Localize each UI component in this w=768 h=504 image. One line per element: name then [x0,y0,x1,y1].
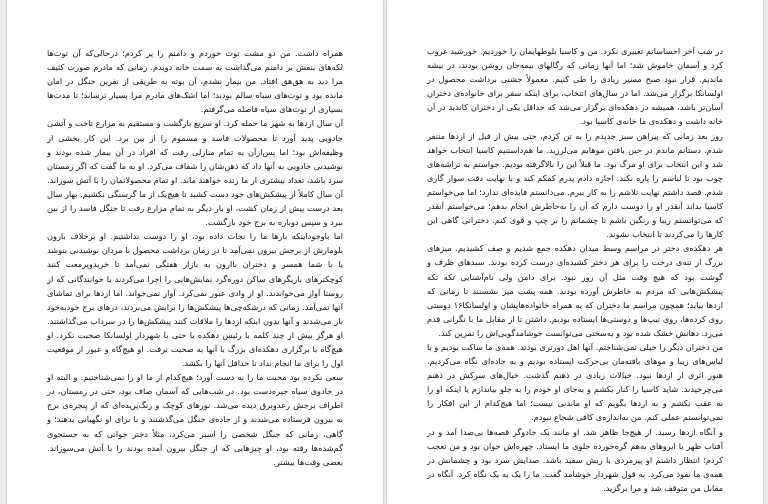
paragraph: اما باوجوداینکه بارها ما را نجات داده بود، او را دوست نداشتیم. او برخلاف بارون بلومارش از برجش بیرون نمی‌آمد تا در زمان برداشت محصول با مردان نوشیدنی بنوشد یا با شما همسر و دختران باارون به بازار هفتگی نمی‌آمد تا خریدوپرمعت کنند کوچکترهای بازیگرهای ساکن دوره‌گرد نمایش‌هایی را اجرا می‌کردند یا خوانندگانی که از روستا آواز می‌خواندند. او از وادی عبور نمی‌کرد. آواز نمی‌خواند. اما ازدها برای تماشای آنها نمی‌آمد. زمانی که درشکه‌چی‌ها پیشکش‌ها را برایش می‌بردند، درهای برج خودبه‌خود باز می‌شدند و آنها بدون اینکه ازدها را ملاقات کنند پیشکش‌ها را در سرداب می‌گذاشتند. او هرگز بیش از چند کلمه با رئیس دهکده یا حتی با شهردار اولسانکا صحبت نکرد. او هیچ‌گاه با برگزاری دهکده‌ای بزرگ با آنها به صحبت نرفت. او هیچ‌گاه و عبور از موقعیت اول را برای ما انجام نداد تا حداقل آنها را بکشد. [47,231,343,369]
book-page-left [7,0,383,504]
paragraph: و آنگاه ازدها رسید. از هیچ‌جا ظاهر شد. او مانند یک جادوگر قصه‌ها بی‌صدا آمد و در آفتاب ظهر با ابروهای به‌هم گره‌خورده جلوی ما ایستاد. چهره‌اش جوان بود و من تعجب کردم؛ انتظار داشتم او پیرمردی با ریش سفید باشد. صدایش سرد بود و چشمانش در همه‌ی ما نفوذ می‌کرد. به قول شهردار خوشامد گفت. ما را یک به یک نگاه کرد. آنگاه در مقابل من متوقف شد و مرا برگزید. [427,426,723,493]
paragraph: در شب آخر احساساتم تغییری نکرد. من و کاسیا بلوطهایمان را خوردیم. خورشید غروب کرد و آسمان خاموش شد؛ اما آنها زمانی که رگالهای بیمه‌جان روشن بودند، در بیشه ماندیم. قرار نبود صبح مسیر زیادی را طی کنیم. معمولاً جشنی برداشت محصول در اولسانکا برگزار می‌شد. اما در سال‌های انتخاب، برای اینکه سفر برای خانواده‌ی دختران آسان‌تر باشد، همیشه در دهکده‌ای برگزار می‌شد که حداقل یکی از دختران کاندید در آن خانه داشت و دهکده‌ی ما خانه‌ی کاسیا بود. [427,46,723,127]
paragraph: روز بعد زمانی که پیراهن سبز جدیدم را به تن کردم، حتی بیش از قبل از ازدها متنفر شدم. دستانم ماندم در حین بافتن موهایم می‌لرزید. ما هم‌داستنیم کاسیا انتخاب خواهد شد و این انتخاب برای او مرگ بود. ما قبلاً این را بالاگرفته بودیم. جواستم به تراشه‌های چوب بود تا لباسم را پاره نکند. اجازه دادم پدرم کمکم کند و با نهایت دقت سوار گاری شدم. قصد داشتم نهایت تلاشم را به کار ببرم. می‌دانستم فایده‌ای ندارد؛ اما می‌خواستم کاسیا بداند آنقدر او را دوست دارم که آن را به‌خاطرش انجام بدهم؛ می‌خواستم آنقدر که می‌توانستم زیبا و رنگین باشم تا چشمانم را بر چپ و قوی کنم. دخترانی گاهی این کارها را می‌کردند تا انتخاب نشوند. [427,130,723,240]
paragraph: همراه داشت. من دو مشت توت خوردم و دامنم را پر کردم؛ درحالی‌که آن توت‌ها لکه‌های بنفش بر دامنم می‌گذاشت به سمت خانه دویدم. زمانی که مادرم صورت کثیف مرا دید به هق‌هق افتاد. من بیمار نشدم، آن بوته به طریقی از نفرین جنگل در امان مانده بود و توت‌های سیاه سالم بودند؛ اما اشک‌های مادرم مرا بسیار ترساند؛ تا مدت‌ها بسیاری از توت‌های سیاه فاصله می‌گرفتم. [47,48,343,115]
paragraph: هر دهکده‌ی دختر در مراسم وسط میدان دهکده جمع شدیم و صف کشیدیم. میزهای بزرگ از تنه‌ی درخت را برای هر دختر کشیده‌ای درست کرده بودند. سبدهای ظرف و گوشت بود که هیچ وقت مثل آن روز نبود. برای دامن ولی نام‌آشنایی تکه تکه پیشکش‌هایی که مردم به خاطرش آورده بودند. همه پشت میز نشستند تا زمانی که ازدها بیاید؛ همچون مراسم ما دختران که به همراه خانواده‌هایشان و اولسانکا۱۶ دوستی روی کرده‌ها، روی تیپ‌ها و دوستی‌ها ایستاده بودیم. داشتن تا از مقابل ما با نگرانی قدم می‌زد. دهانش خشک شده بود و به‌سختی می‌توانست خوشامدگویی‌اش را تمرین کند. [427,243,723,338]
book-page-right [387,0,763,504]
page-text-body [427,44,723,493]
paragraph: سعی نکرده بود محبت ما را به دست آورد؛ هیچ‌کدام از ما او را نمی‌شناختیم. و البته او در جادوی سیاه جیره‌دست بود. در شب‌هایی که آسمان صاف بود، حتی در زمستان، در اطراف برجش رعدوبرق دیده می‌شد. نورهای کوچک و رنگ‌پریده‌ای که از پنجره‌ی برج به بیرون فرستاده می‌شدند و از جاده‌ی جنگل می‌گذشتند و با برای او نگهبانی بدهند؛ و گاهی، زمانی که جنگل شخصی را اسیر می‌کرد، مثلاً دختر جوانی که به جستجوی گم‌شده‌ها رفته بود، او چیزهایی که از جنگل بیرون آمده بودند را با آتش می‌سوزاند. بعضی وقت‌ها بیشتر. [47,372,343,467]
paragraph: آن سال ازدها به شهر ما حمله کرد. او سریع بازگشت و مستقیم به مزارع تاخت و آتشی جادویی پدید آورد تا محصولات فاسد و مسموم را از بین برد. این کار بخشی از وظیفه‌اش بود؛ اما پس‌ازآن به تمام منازلی رفت که افراد در آن بیمار شده بودند و نوشیدنی جادویی به آنها داد که ذهن‌شان را شفاف می‌کرد. او به ما گفت که اگر زمستان سرد باشد، تعداد بیشتری از ما زنده خواهند ماند. او تمام محصولاتمان را با آتش سوزاند. آن سال کاملاً از پیشکش‌های خود دست کشید تا هیچ‌یک از ما گرسنگی نکشیم. بهار سال بعد درست پیش از زمان کشت، او بار دیگر به تمام مزارع رفت تا جنگل فاسد را از بین ببرد و سپس دوباره به برج خود بازگشت. [47,118,343,228]
page-text-body [47,46,343,466]
paragraph: من دختران دیگر را خیلی نمی‌شناختم. آنها اهل دورتری بودند. همه‌ی ما ساکت بودیم و با لباس‌های زیبا و موهای بافته‌مان بی‌حرکت ایستاده بودیم و به جاده‌ای نگاه می‌کردیم. هنوز اثری از ازدها نبود. خیالات زیادی در ذهنم گذشت. خیال‌های سرکش در ذهنم می‌چرخیدند. شاید کاسیا را کنار بکشم و به‌جای او خودم را به جلو بیاندازم یا اینکه او را به عقب بکشم و به ازدها بگویم که او ماندنی نیست؛ اما هیچ‌کدام از این افکار را نمی‌توانستم عملی کنم. من به‌اندازه‌ی کافی شجاع نبودم. [427,341,723,423]
